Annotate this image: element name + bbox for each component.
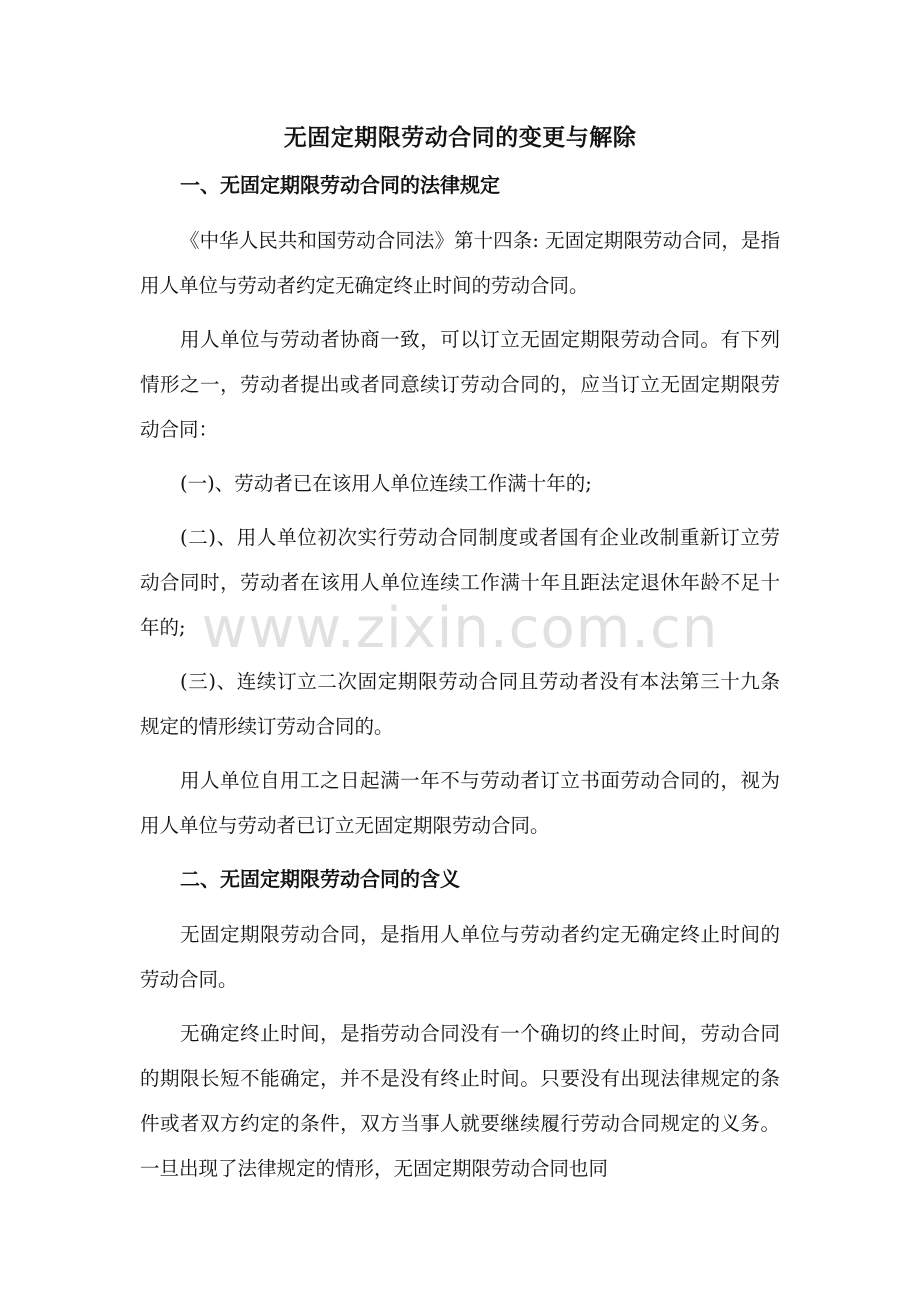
list-item-paragraph: (三)、连续订立二次固定期限劳动合同且劳动者没有本法第三十九条规定的情形续订劳动合同的。 (140, 670, 780, 738)
section-definition (140, 857, 780, 1191)
list-item-paragraph: (一)、劳动者已在该用人单位连续工作满十年的; (180, 472, 592, 495)
document-body (140, 163, 780, 1200)
section-heading: 二、无固定期限劳动合同的含义 (180, 867, 460, 891)
section-legal-provisions (140, 163, 780, 848)
watermark: www.zixin.com.cn (201, 596, 719, 661)
paragraph: 《中华人民共和国劳动合同法》第十四条: 无固定期限劳动合同，是指用人单位与劳动者约定无确定终止时间的劳动合同。 (140, 229, 780, 297)
paragraph: 用人单位自用工之日起满一年不与劳动者订立书面劳动合同的，视为用人单位与劳动者已订立无固定期限劳动合同。 (140, 769, 780, 837)
list-item-paragraph: (二)、用人单位初次实行劳动合同制度或者国有企业改制重新订立劳动合同时，劳动者在该用人单位连续工作满十年且距法定退休年龄不足十年的; (140, 526, 780, 639)
paragraph: 用人单位与劳动者协商一致，可以订立无固定期限劳动合同。有下列情形之一，劳动者提出或者同意续订劳动合同的，应当订立无固定期限劳动合同： (140, 328, 780, 441)
paragraph: 无确定终止时间，是指劳动合同没有一个确切的终止时间，劳动合同的期限长短不能确定，并不是没有终止时间。只要没有出现法律规定的条件或者双方约定的条件，双方当事人就要继续履行劳动合同规定的义务。一旦出现了法律规定的情形，无固定期限劳动合同也同 (140, 1022, 780, 1180)
paragraph: 无固定期限劳动合同，是指用人单位与劳动者约定无确定终止时间的劳动合同。 (140, 923, 780, 991)
document-title: 无固定期限劳动合同的变更与解除 (283, 125, 637, 151)
section-heading: 一、无固定期限劳动合同的法律规定 (180, 173, 500, 197)
